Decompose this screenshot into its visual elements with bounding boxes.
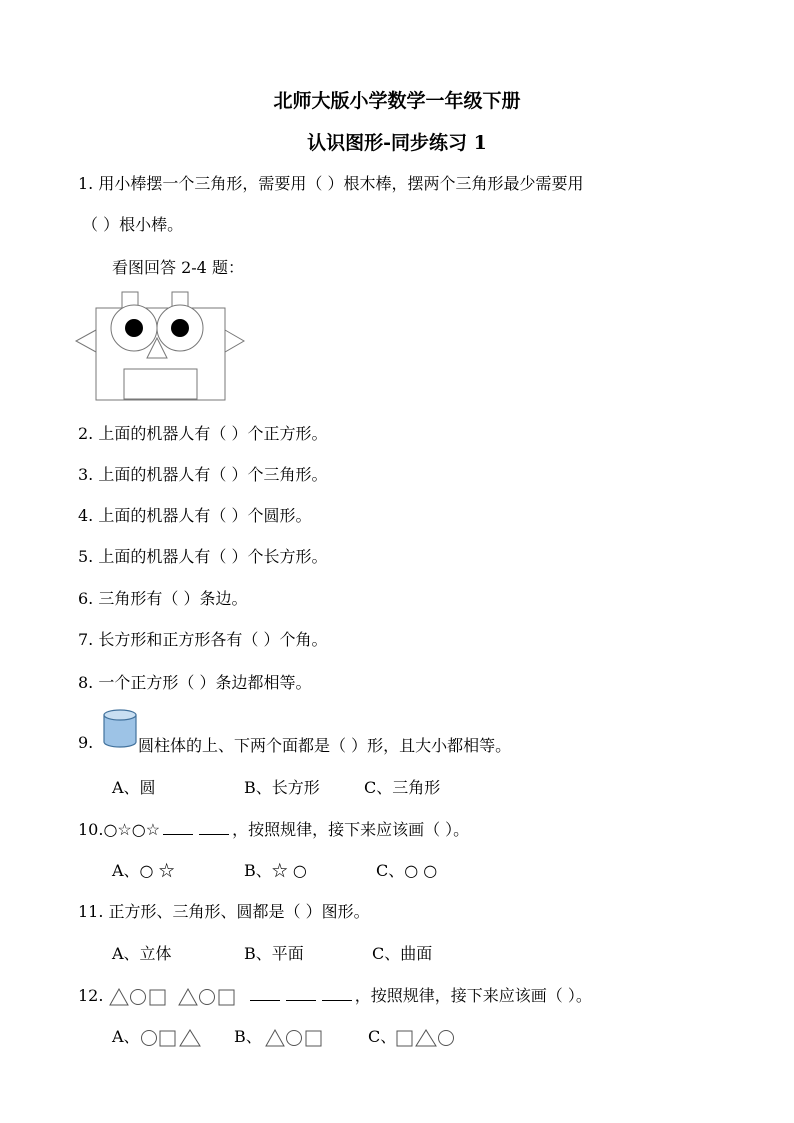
answer-blank [199,820,229,835]
question-9-option-b: B、长方形 [244,778,320,797]
question-11: 11. 正方形、三角形、圆都是（ ）图形。 [78,902,370,921]
answer-blank [250,986,280,1001]
answer-blank [322,986,352,1001]
question-10-text: ，按照规律，接下来应该画（ ）。 [232,820,470,839]
robot-pupil-left [125,319,143,337]
question-10-option-c: C、○ ○ [376,861,438,880]
question-1-line2: （ ）根小棒。 [82,215,184,234]
option-label: B、 [234,1027,262,1046]
question-7: 7. 长方形和正方形各有（ ）个角。 [78,630,328,649]
question-6: 6. 三角形有（ ）条边。 [78,589,248,608]
option-label: C、 [368,1027,397,1046]
question-11-option-b: B、平面 [244,944,304,963]
square-triangle-circle-icon [396,1028,460,1048]
question-12 [78,983,592,1007]
question-12-option-b [234,1024,332,1048]
question-10 [78,817,469,840]
question-5: 5. 上面的机器人有（ ）个长方形。 [78,547,328,566]
question-2: 2. 上面的机器人有（ ）个正方形。 [78,424,328,443]
question-10-pattern: 10.○☆○☆ [78,820,161,839]
robot-arm-right [225,330,244,352]
triangle-circle-square-icon [262,1028,332,1048]
robot-hint: 看图回答 2-4 题： [112,258,244,277]
question-1-line1: 1. 用小棒摆一个三角形，需要用（ ）根木棒，摆两个三角形最少需要用 [78,174,584,193]
question-12-number: 12. [78,986,104,1005]
page-subtitle: 认识图形-同步练习 1 [307,132,487,154]
question-11-option-c: C、曲面 [372,944,433,963]
question-10-option-b: B、☆ ○ [244,861,307,880]
question-9-option-a: A、圆 [112,778,156,797]
question-12-option-c [368,1024,460,1048]
circle-square-triangle-icon [140,1028,204,1048]
triangle-circle-square-icon [178,987,242,1007]
option-label: A、 [112,1027,140,1046]
answer-blank [286,986,316,1001]
triangle-circle-square-icon [109,987,173,1007]
question-3: 3. 上面的机器人有（ ）个三角形。 [78,465,328,484]
page-title: 北师大版小学数学一年级下册 [273,90,521,112]
robot-arm-left [76,330,96,352]
question-4: 4. 上面的机器人有（ ）个圆形。 [78,506,312,525]
question-10-option-a: A、○ ☆ [112,861,175,880]
question-9-number: 9. [78,733,94,752]
cylinder-icon [102,709,138,749]
robot-figure [72,288,250,404]
robot-mouth-rectangle [124,369,197,399]
question-11-option-a: A、立体 [112,944,172,963]
question-12-option-a [112,1024,204,1048]
question-9-text: 圆柱体的上、下两个面都是（ ）形，且大小都相等。 [138,736,512,755]
question-12-text: ，按照规律，接下来应该画（ ）。 [354,986,592,1005]
question-8: 8. 一个正方形（ ）条边都相等。 [78,673,312,692]
answer-blank [163,820,193,835]
robot-pupil-right [171,319,189,337]
question-9-option-c: C、三角形 [364,778,441,797]
